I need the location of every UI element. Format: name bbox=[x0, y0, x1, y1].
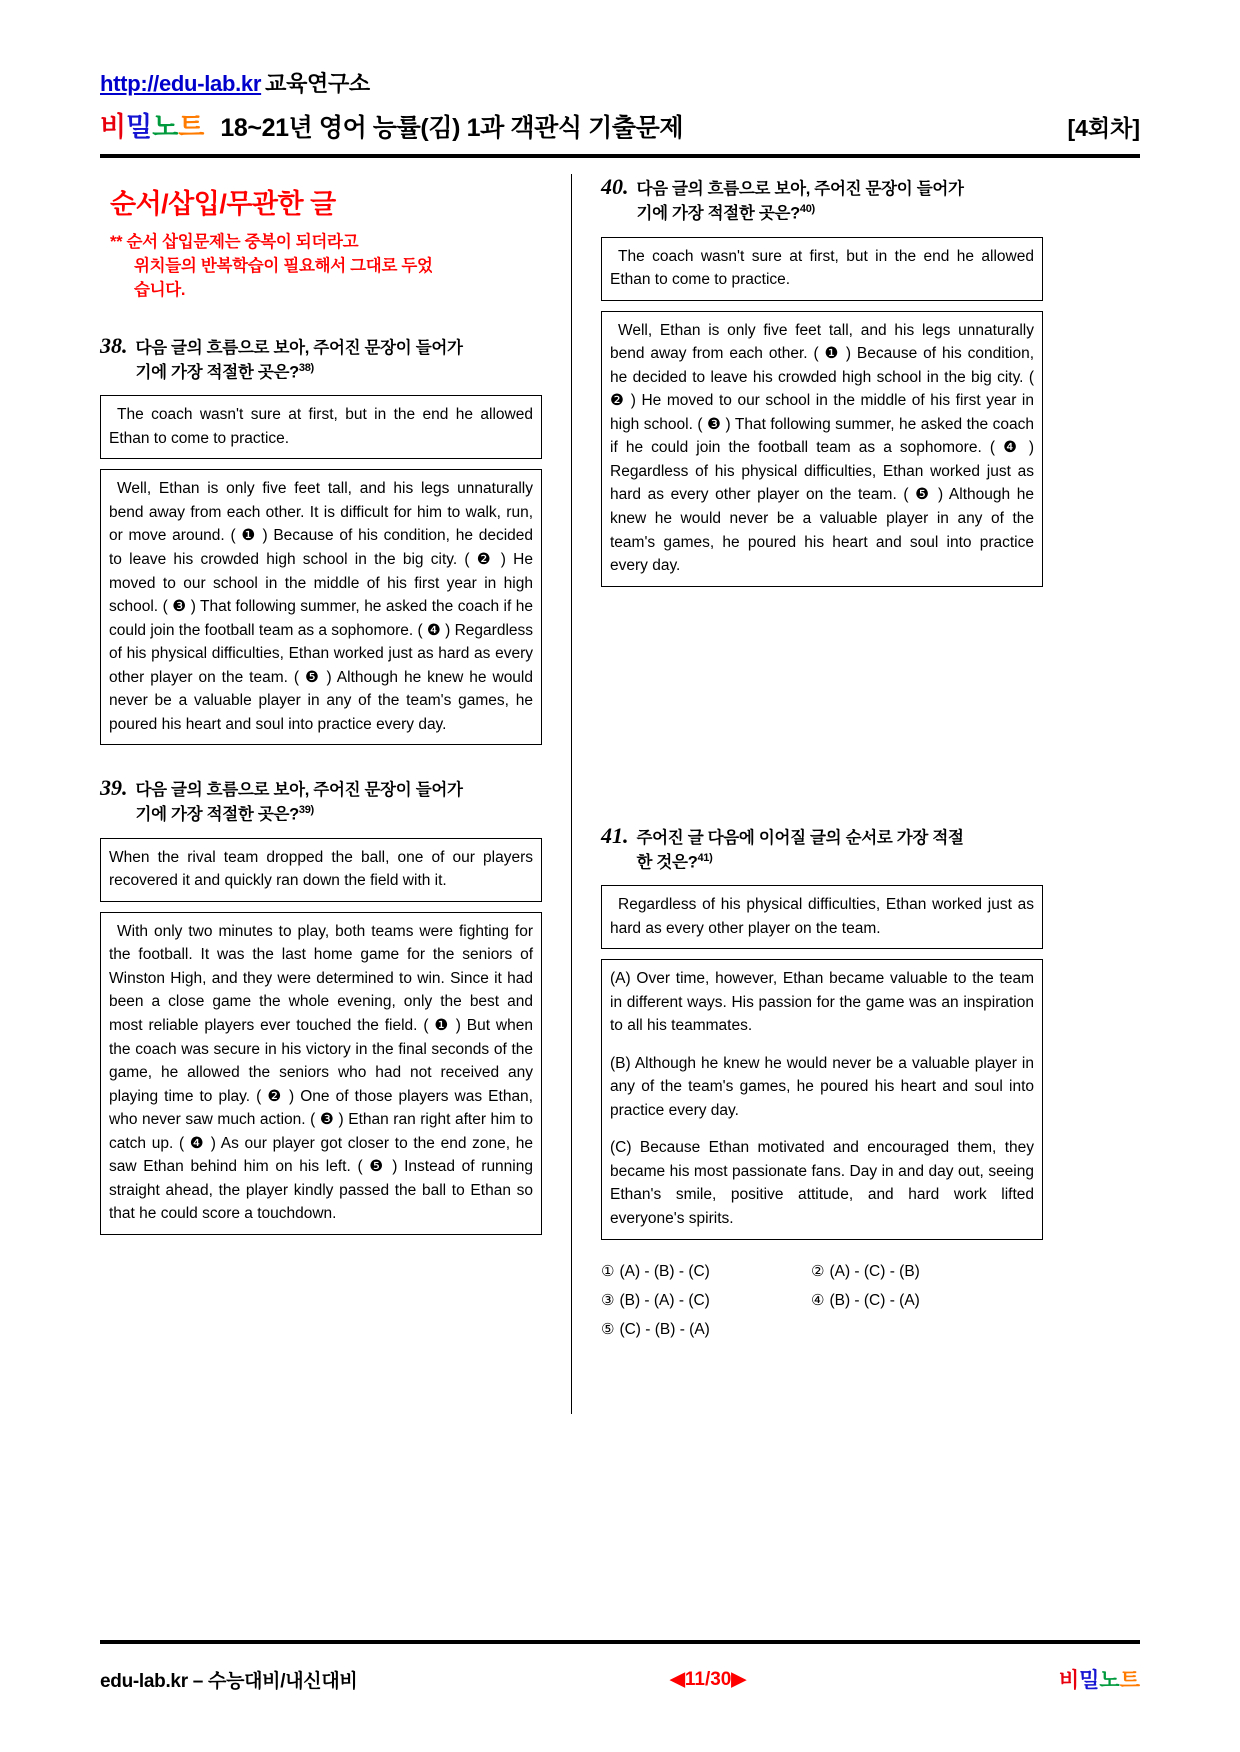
question-40-given-sentence-box bbox=[601, 237, 1043, 301]
question-38-footnote: 38) bbox=[298, 361, 314, 374]
question-39-number: 39. bbox=[100, 775, 128, 801]
question-39-prompt-line-1: 다음 글의 흐름으로 보아, 주어진 문장이 들어가 bbox=[135, 781, 463, 800]
round-badge: [4회차] bbox=[1067, 115, 1140, 142]
footer-brand-logo bbox=[1059, 1664, 1140, 1694]
question-39-passage-box bbox=[100, 912, 542, 1235]
header-divider-rule bbox=[100, 154, 1140, 158]
choice-text-5: (C) - (B) - (A) bbox=[619, 1321, 710, 1339]
question-41-prompt bbox=[637, 827, 964, 875]
question-41-prompt-line-2: 한 것은? bbox=[636, 853, 698, 872]
header-top-line bbox=[100, 72, 1140, 96]
choice-marker-5: ⑤ bbox=[601, 1320, 615, 1339]
choice-marker-1: ① bbox=[601, 1261, 615, 1280]
choice-marker-4: ④ bbox=[811, 1290, 825, 1309]
choice-text-4: (B) - (C) - (A) bbox=[829, 1291, 920, 1309]
two-column-body bbox=[100, 174, 1140, 1414]
choice-option-5[interactable] bbox=[601, 1315, 811, 1344]
section-note-line-1: ** 순서 삽입문제는 중복이 되더라고 bbox=[110, 233, 359, 252]
question-40-prompt-line-1: 다음 글의 흐름으로 보아, 주어진 문장이 들어가 bbox=[636, 180, 964, 199]
question-40-given-sentence: The coach wasn't sure at first, but in the end he allowed Ethan to come to practice. bbox=[610, 247, 1034, 289]
logo-char-1: 비 bbox=[100, 112, 127, 143]
question-39-header bbox=[100, 775, 542, 827]
question-39-given-sentence: When the rival team dropped the ball, one of our players recovered it and quickly ran down the field with it. bbox=[109, 848, 533, 890]
question-41-number: 41. bbox=[601, 822, 629, 848]
right-column bbox=[583, 174, 1043, 1414]
question-40-number: 40. bbox=[601, 174, 629, 200]
logo-char-3: 노 bbox=[152, 112, 179, 143]
page-header bbox=[100, 0, 1140, 158]
question-41-given-sentence: Regardless of his physical difficulties, Ethan worked just as hard as every other player on the team. bbox=[610, 895, 1034, 937]
choice-option-4[interactable] bbox=[811, 1286, 1021, 1315]
question-39-footnote: 39) bbox=[298, 804, 314, 817]
choice-marker-2: ② bbox=[811, 1261, 825, 1280]
question-40 bbox=[601, 174, 1043, 586]
question-40-prompt bbox=[637, 178, 964, 226]
section-note bbox=[110, 231, 542, 303]
question-41-footnote: 41) bbox=[697, 851, 713, 864]
page-footer bbox=[100, 1664, 1140, 1694]
footer-logo-char-3: 노 bbox=[1099, 1669, 1120, 1692]
choice-row-1 bbox=[601, 1257, 1043, 1286]
question-38-given-sentence: The coach wasn't sure at first, but in the end he allowed Ethan to come to practice. bbox=[109, 406, 533, 447]
question-41-prompt-line-1: 주어진 글 다음에 이어질 글의 순서로 가장 적절 bbox=[636, 828, 964, 847]
choice-option-1[interactable] bbox=[601, 1257, 811, 1286]
question-38-header bbox=[100, 333, 542, 385]
footer-logo-char-4: 트 bbox=[1119, 1669, 1140, 1692]
question-39-prompt bbox=[136, 779, 463, 827]
page-title: 18~21년 영어 능률(김) 1과 객관식 기출문제 bbox=[220, 114, 684, 143]
question-38-prompt-line-1: 다음 글의 흐름으로 보아, 주어진 문장이 들어가 bbox=[135, 338, 463, 357]
column-divider bbox=[571, 174, 572, 1414]
question-39 bbox=[100, 775, 542, 1235]
choice-marker-3: ③ bbox=[601, 1290, 615, 1309]
choice-text-3: (B) - (A) - (C) bbox=[619, 1291, 710, 1309]
section-title: 순서/삽입/무관한 글 bbox=[110, 189, 336, 220]
question-40-footnote: 40) bbox=[799, 203, 815, 216]
section-note-line-2: 위치들의 반복학습이 필요해서 그대로 두었 bbox=[134, 257, 433, 276]
question-39-prompt-line-2: 기에 가장 적절한 곳은? bbox=[135, 805, 299, 824]
choice-row-2 bbox=[601, 1286, 1043, 1315]
footer-logo-char-2: 밀 bbox=[1079, 1669, 1100, 1692]
header-title-row bbox=[100, 105, 1140, 144]
question-41-paragraph-b: (B) Although he knew he would never be a valuable player in any of the team's games, he poured his heart and soul into practice every day. bbox=[610, 1054, 1034, 1119]
question-38-number: 38. bbox=[100, 332, 128, 358]
logo-char-4: 트 bbox=[178, 112, 205, 143]
question-40-passage-box bbox=[601, 311, 1043, 587]
footer-divider-rule bbox=[100, 1640, 1140, 1644]
brand-logo bbox=[100, 105, 204, 144]
question-40-header bbox=[601, 174, 1043, 226]
question-38-prompt-line-2: 기에 가장 적절한 곳은? bbox=[135, 363, 299, 382]
question-38-given-sentence-box bbox=[100, 395, 542, 459]
question-39-passage: With only two minutes to play, both teams were fighting for the football. It was the last home game for the seniors of Winston High, and they were determined to win. Since it had been a close game the whole evening, only the best and most reliable players ever touched the field. ( ❶ ) But when the coach was secure in his victory in the final seconds of the game, he allowed the seniors who had not received any playing time to play. ( ❷ ) One of those players was Ethan, who never saw much action. ( ❸ ) Ethan ran right after him to catch up. ( ❹ ) As our player got closer to the end zone, he saw Ethan behind him on his left. ( ❺ ) Instead of running straight ahead, the player kindly passed the ball to Ethan so that he could score a touchdown. bbox=[109, 922, 533, 1223]
question-40-passage: Well, Ethan is only five feet tall, and his legs unnaturally bend away from each other. ( ❶ ) Because of his condition, he decided to leave his crowded high school in the big city. ( ❷ ) He moved to our school in the middle of his first year in high school. ( ❸ ) That following summer, he asked the coach if he could join the football team as a sophomore. ( ❹ ) Regardless of his physical difficulties, Ethan worked just as hard as every other player on the team. ( ❺ ) Although he knew he would never be a valuable player in any of the team's games, he poured his heart and soul into practice every day. bbox=[610, 321, 1034, 575]
choice-option-3[interactable] bbox=[601, 1286, 811, 1315]
question-38-prompt bbox=[136, 337, 463, 385]
header-institute-label: 교육연구소 bbox=[265, 71, 370, 96]
question-39-given-sentence-box bbox=[100, 838, 542, 902]
choice-row-3 bbox=[601, 1315, 1043, 1344]
edu-lab-url-link[interactable]: http://edu-lab.kr bbox=[100, 71, 262, 96]
choice-option-2[interactable] bbox=[811, 1257, 1021, 1286]
question-38-passage-box bbox=[100, 469, 542, 745]
question-41-given-sentence-box bbox=[601, 885, 1043, 949]
footer-page-indicator: ◀11/30▶ bbox=[670, 1668, 746, 1690]
question-41 bbox=[601, 823, 1043, 1345]
left-column bbox=[100, 174, 560, 1414]
section-note-line-3: 습니다. bbox=[134, 281, 186, 300]
question-41-choices bbox=[601, 1257, 1043, 1345]
choice-text-1: (A) - (B) - (C) bbox=[619, 1262, 710, 1280]
question-41-paragraph-c: (C) Because Ethan motivated and encouraged them, they became his most passionate fans. Day in and day out, seeing Ethan's smile, positive attitude, and hard work lifted everyone's spirits. bbox=[610, 1139, 1034, 1227]
question-38 bbox=[100, 333, 542, 745]
question-38-passage: Well, Ethan is only five feet tall, and his legs unnaturally bend away from each other. It is difficult for him to walk, run, or move around. ( ❶ ) Because of his condition, he decided to leave his crowded high school in the big city. ( ❷ ) He moved to our school in the middle of his first year in high school. ( ❸ ) That following summer, he asked the coach if he could join the football team as a sophomore. ( ❹ ) Regardless of his physical difficulties, Ethan worked just as hard as every other player on the team. ( ❺ ) Although he knew he would never be a valuable player in any of the team's games, he poured his heart and soul into practice every day. bbox=[109, 480, 534, 733]
question-41-paragraphs-box bbox=[601, 959, 1043, 1239]
footer-logo-char-1: 비 bbox=[1058, 1669, 1080, 1692]
question-41-header bbox=[601, 823, 1043, 875]
footer-site-label: edu-lab.kr – 수능대비/내신대비 bbox=[100, 1670, 358, 1692]
logo-char-2: 밀 bbox=[126, 112, 153, 143]
choice-text-2: (A) - (C) - (B) bbox=[829, 1262, 920, 1280]
question-40-prompt-line-2: 기에 가장 적절한 곳은? bbox=[636, 204, 800, 223]
question-41-paragraph-a: (A) Over time, however, Ethan became valuable to the team in different ways. His passion for the game was an inspiration to all his teammates. bbox=[610, 970, 1034, 1035]
